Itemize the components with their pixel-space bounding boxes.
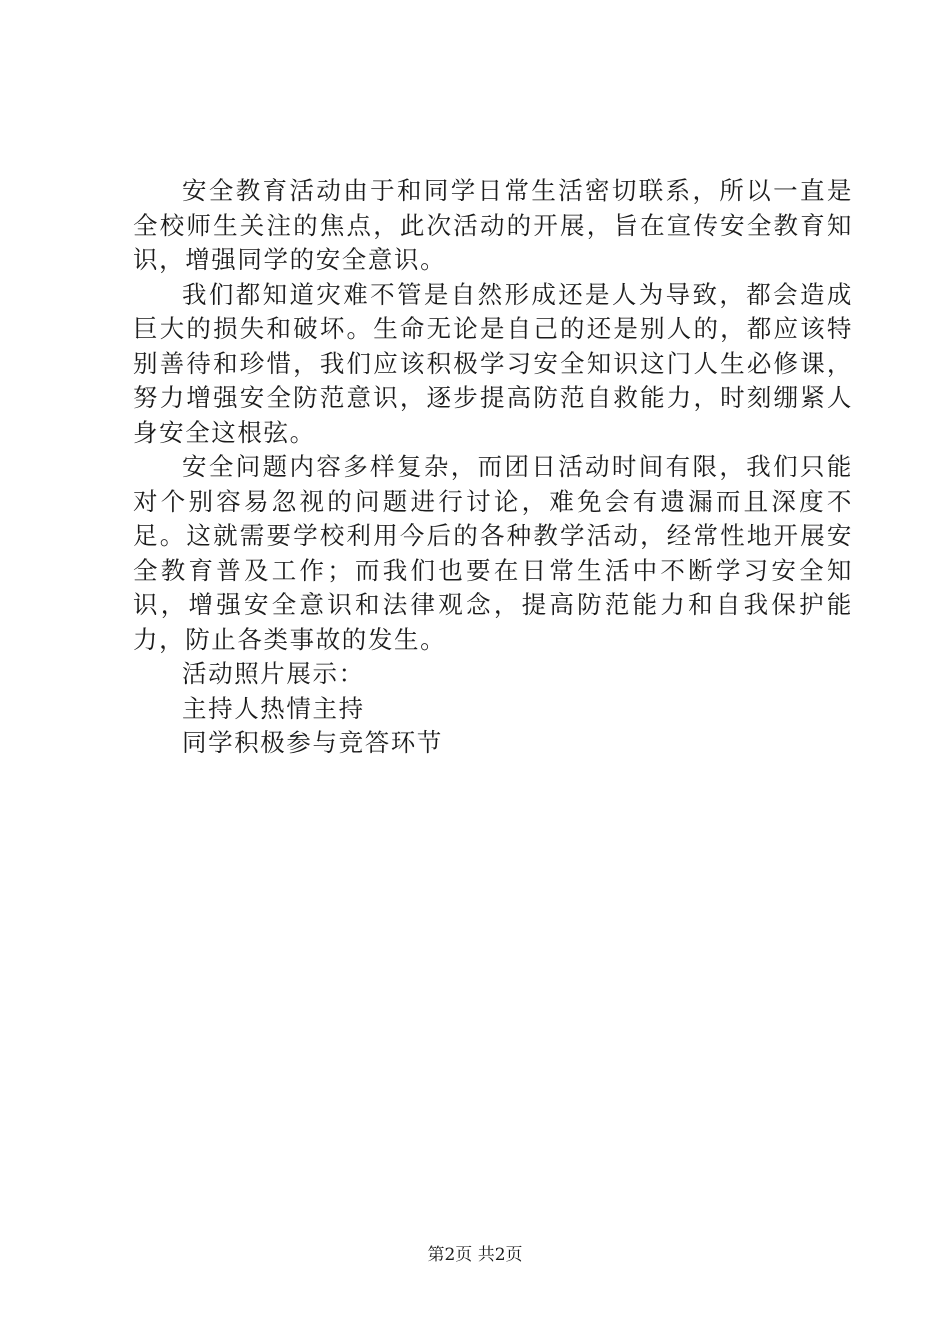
page-number-label: 第2页 共2页	[427, 1245, 523, 1265]
paragraph-disaster-awareness: 我们都知道灾难不管是自然形成还是人为导致，都会造成巨大的损失和破坏。生命无论是自己的还是别人的，都应该特别善待和珍惜，我们应该积极学习安全知识这门人生必修课，努力增强安全防范意识，逐步提高防范自救能力，时刻绷紧人身安全这根弦。	[133, 279, 853, 447]
page-footer	[0, 1244, 950, 1266]
paragraph-limitations-and-future: 安全问题内容多样复杂，而团日活动时间有限，我们只能对个别容易忽视的问题进行讨论，难免会有遗漏而且深度不足。这就需要学校利用今后的各种教学活动，经常性地开展安全教育普及工作；而我们也要在日常生活中不断学习安全知识，增强安全意识和法律观念，提高防范能力和自我保护能力，防止各类事故的发生。	[133, 452, 853, 654]
photo-caption-host: 主持人热情主持	[182, 693, 365, 723]
photo-caption-quiz: 同学积极参与竞答环节	[182, 728, 443, 757]
paragraph-safety-education-intro: 安全教育活动由于和同学日常生活密切联系，所以一直是全校师生关注的焦点，此次活动的开展，旨在宣传安全教育知识，增强同学的安全意识。	[133, 176, 853, 274]
document-body	[133, 174, 853, 761]
photo-section-heading: 活动照片展示：	[182, 659, 365, 688]
